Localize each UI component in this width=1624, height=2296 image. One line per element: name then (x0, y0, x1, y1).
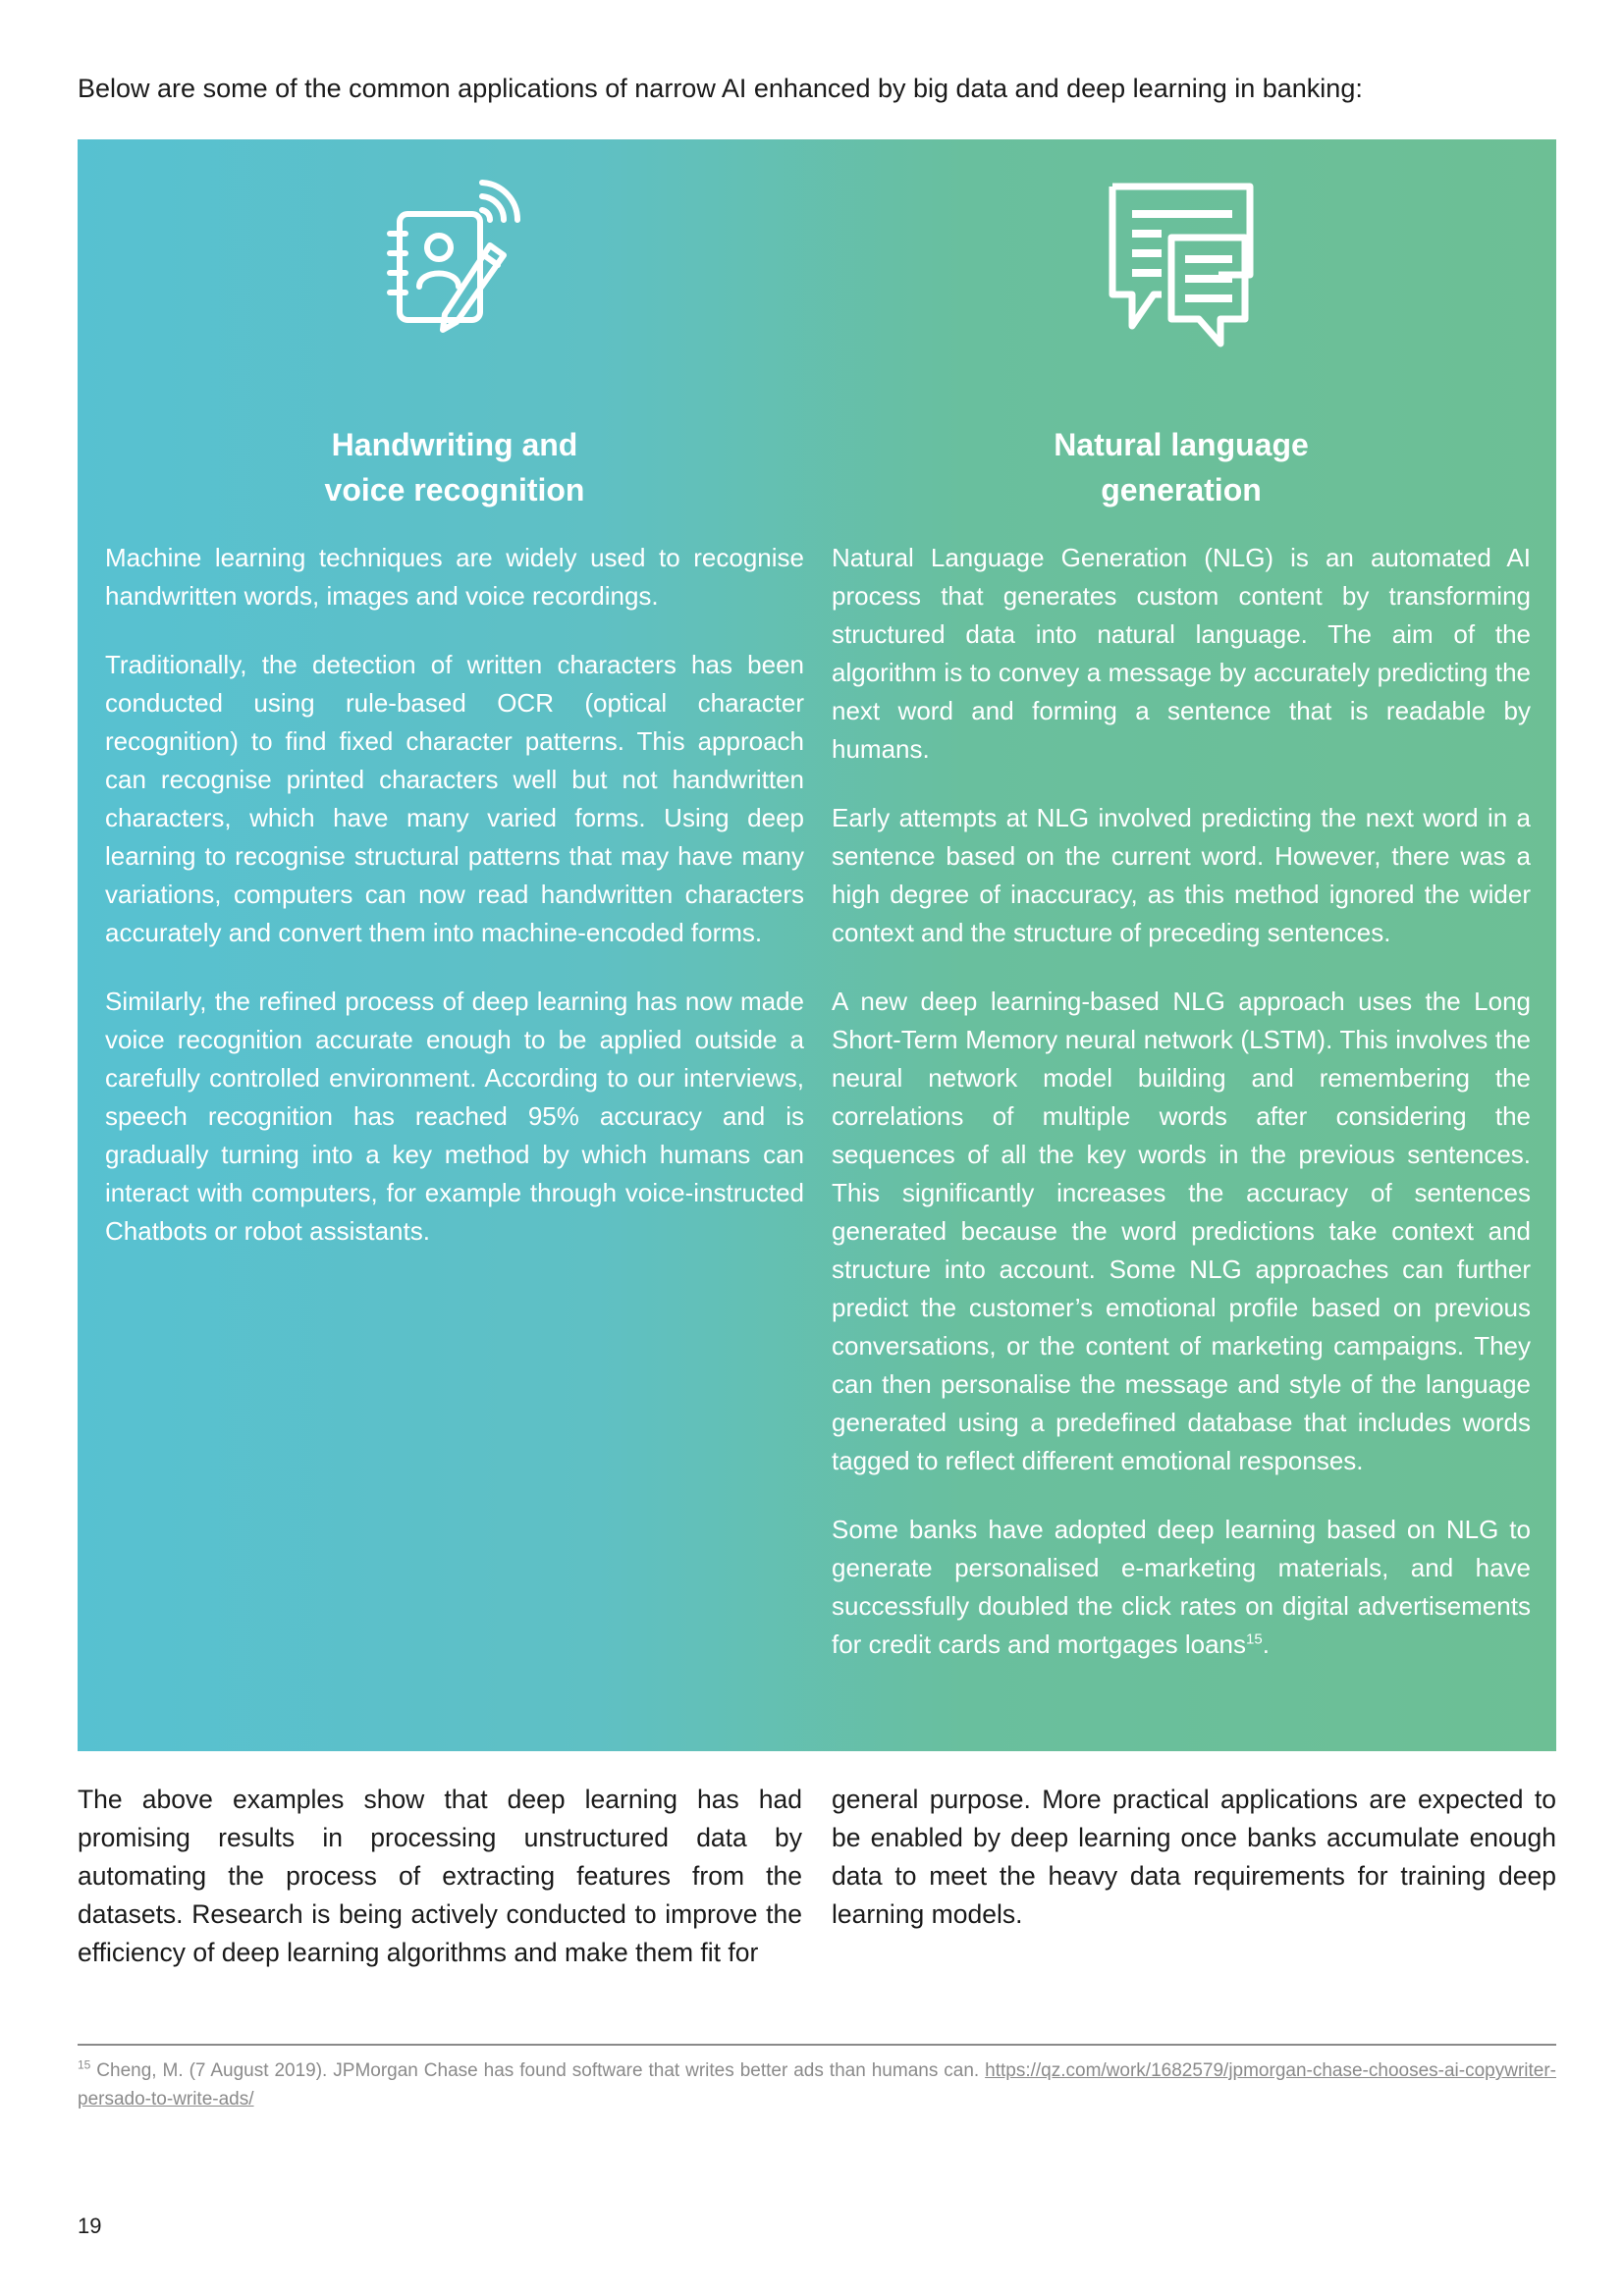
paragraph: Some banks have adopted deep learning based on NLG to generate personalised e-marketing materials, and have successfully doubled the click rates on digital advertisements for credit cards and mortgages loans$^{15}$. (832, 1515, 1531, 1659)
page-number: 19 (78, 2214, 102, 2238)
paragraph: Similarly, the refined process of deep learning has now made voice recognition accurate enough to be applied outside a carefully controlled environment. According to our interviews, speech recognition has reached 95% accuracy and is gradually turning into a key method by which humans can interact with computers, for example through voice-instructed Chatbots or robot assistants. (105, 987, 804, 1246)
handwriting-title: Handwriting and voice recognition (324, 427, 585, 507)
footnote: $^{15}$ Cheng, M. (7 August 2019). JPMorgan Chase has found software that writes better ads than humans can. https://qz.com/work/1682579/jpmorgan-chase-chooses-ai-copywriter-persado-to-write-ads/ (78, 2057, 1556, 2109)
paragraph: A new deep learning-based NLG approach uses the Long Short-Term Memory neural network (LSTM). This involves the neural network model building and remembering the correlations of multiple words after considering the sequences of all the key words in the previous sentences. This significantly increases the accuracy of sentences generated because the word predictions take context and structure into account. Some NLG approaches can further predict the customer’s emotional profile based on previous conversations, or the content of marketing campaigns. They can then personalise the message and style of the language generated using a predefined database that includes words tagged to reflect different emotional responses. (832, 987, 1531, 1475)
applications-panel (78, 139, 1556, 1751)
footnote-divider (78, 2044, 1556, 2046)
handwriting-body (105, 539, 804, 1281)
intro-text: Below are some of the common applications of narrow AI enhanced by big data and deep learning in banking: (78, 74, 1363, 103)
footnote-reference[interactable]: 15 (1246, 1630, 1263, 1648)
footnote-link[interactable]: https://qz.com/work/1682579/jpmorgan-chase-chooses-ai-copywriter-persado-to-write-ads/ (78, 2060, 1556, 2109)
nlg-body (832, 539, 1531, 1694)
paragraph: Traditionally, the detection of written characters has been conducted using rule-based OCR (optical character recognition) to find fixed character patterns. This approach can recognise printed characters well but not handwritten characters, which have many varied forms. Using deep learning to recognise structural patterns that may have many variations, computers can now read handwritten characters accurately and convert them into machine-encoded forms. (105, 650, 804, 947)
footnote-number: 15 (78, 2057, 91, 2072)
nlg-title: Natural language generation (1054, 427, 1309, 507)
document-speech-icon (1103, 177, 1260, 353)
conclusion-text-right: general purpose. More practical applications are expected to be enabled by deep learning once banks accumulate enough data to meet the heavy data requirements for training deep learning models. (832, 1785, 1556, 1929)
paragraph: Early attempts at NLG involved predicting the next word in a sentence based on the current word. However, there was a high degree of inaccuracy, as this method ignored the wider context and the structure of preceding sentences. (832, 803, 1531, 947)
paragraph: Machine learning techniques are widely used to recognise handwritten words, images and voice recordings. (105, 543, 804, 611)
paragraph: Natural Language Generation (NLG) is an automated AI process that generates custom content by transforming structured data into natural language. The aim of the algorithm is to convey a message by accurately predicting the next word and forming a sentence that is readable by humans. (832, 543, 1531, 764)
conclusion-text-left: The above examples show that deep learning has had promising results in processing unstructured data by automating the process of extracting features from the datasets. Research is being actively conducted to improve the efficiency of deep learning algorithms and make them fit for (78, 1785, 802, 1967)
handwriting-voice-icon (386, 177, 523, 353)
